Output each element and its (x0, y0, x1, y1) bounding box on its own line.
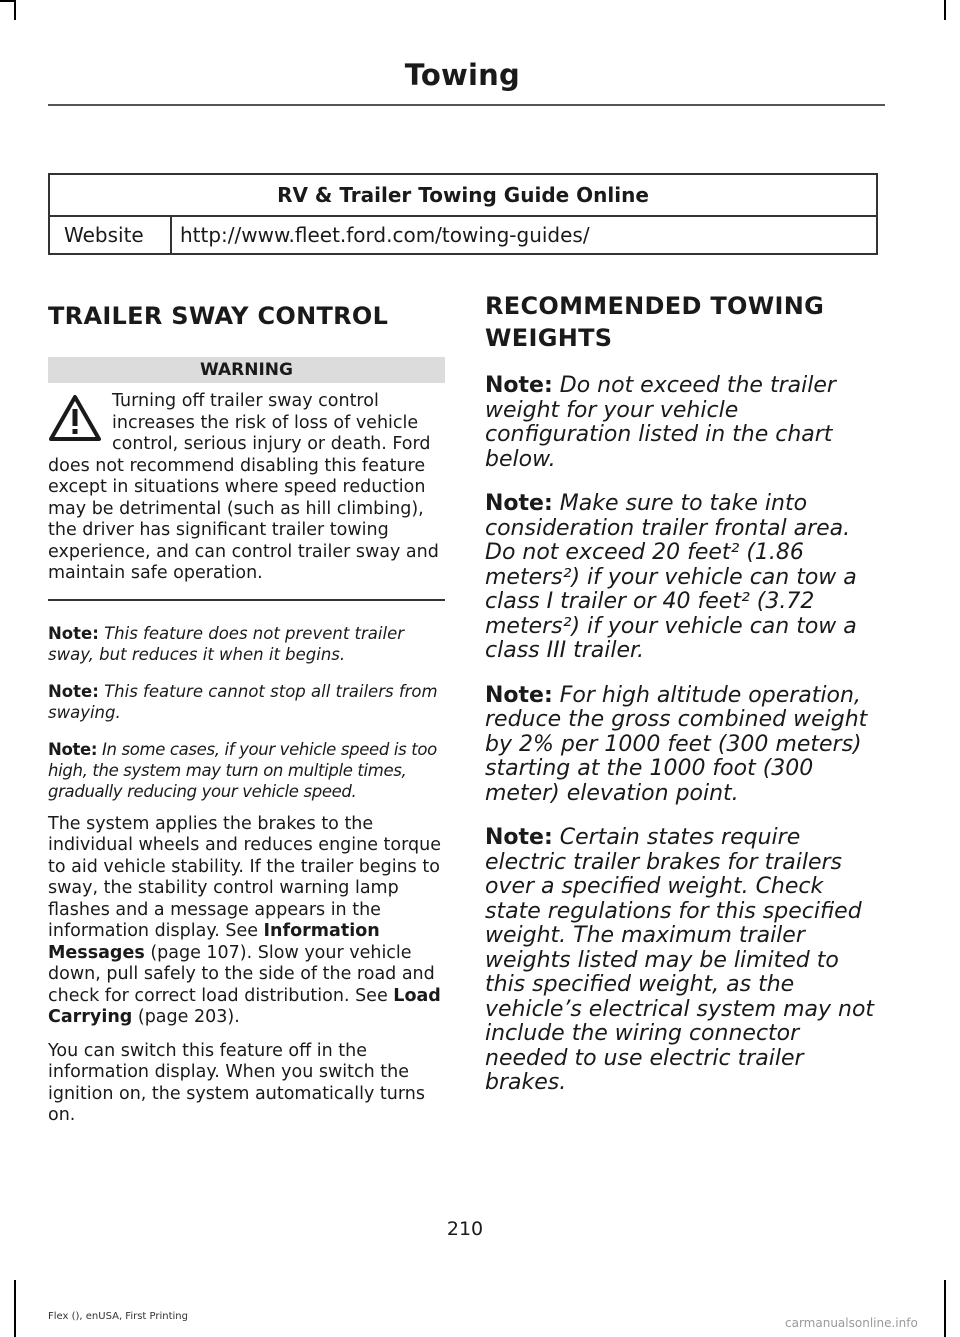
heading-line: RECOMMENDED TOWING (485, 292, 825, 320)
note (485, 374, 880, 472)
note-text: This feature cannot stop all trailers from swaying. (48, 681, 438, 722)
body-paragraph (48, 814, 445, 1029)
note-label: Note: (48, 681, 99, 701)
heading-line: WEIGHTS (485, 324, 613, 352)
warning-divider (48, 599, 445, 601)
header-divider (48, 104, 885, 106)
left-column (48, 300, 445, 1127)
note-text: Certain states require electric trailer brakes for trailers over a specified weight. Check state regulations for this specified weight. The maximum trailer weights listed may be limited to this specified weight, as the vehicle’s electrical system may not include the wiring connector needed to use electric trailer brakes. (485, 825, 875, 1095)
note-text: In some cases, if your vehicle speed is too high, the system may turn on multiple times, gradually reducing your vehicle speed. (48, 739, 437, 801)
body-text: (page 203). (132, 1007, 240, 1027)
warning-text: Turning off trailer sway control increases the risk of loss of vehicle control, serious injury or death. Ford does not recommend disabling this feature except in situations where speed reduction may be detrimental (such as hill climbing), the driver has significant trailer towing experience, and can control trailer sway and maintain safe operation. (48, 391, 439, 583)
warning-box (48, 391, 445, 585)
xref-information-messages[interactable]: Information Messages (48, 921, 380, 963)
note-text: Do not exceed the trailer weight for your vehicle configuration listed in the chart below. (485, 373, 836, 472)
body-paragraph: You can switch this feature off in the information display. When you switch the ignition on, the system automatically turns on. (48, 1040, 425, 1125)
note-label: Note: (48, 623, 99, 643)
page-title: Towing (404, 58, 520, 92)
crop-mark (0, 0, 14, 2)
towing-guide-table (48, 173, 878, 255)
note-text: This feature does not prevent trailer sway, but reduces it when it begins. (48, 623, 405, 664)
crop-mark (944, 1280, 946, 1337)
note-text: Make sure to take into consideration trailer frontal area. Do not exceed 20 feet² (1.86 meters²) if your vehicle can tow a class I trailer or 40 feet² (3.72 meters²) if your vehicle can tow a class III trailer. (485, 491, 857, 663)
note (485, 492, 880, 664)
note-label: Note: (48, 739, 98, 759)
table-cell-label: Website (49, 216, 171, 254)
body-text: The system applies the brakes to the individual wheels and reduces engine torque to aid vehicle stability. If the trailer begins to sway, the stability control warning lamp flashes and a message appears in the information display. See (48, 813, 441, 941)
note (48, 739, 445, 802)
xref-load-carrying[interactable]: Load Carrying (48, 985, 441, 1027)
note (48, 681, 445, 723)
note (485, 684, 880, 807)
crop-mark (14, 0, 16, 20)
warning-label: WARNING (48, 357, 445, 383)
page-number: 210 (446, 1218, 484, 1240)
table-title: RV & Trailer Towing Guide Online (49, 174, 877, 216)
note (485, 826, 880, 1096)
note (48, 623, 445, 665)
edition-info: Flex (), enUSA, First Printing (48, 1311, 188, 1322)
crop-mark (944, 0, 946, 20)
section-heading-trailer-sway: TRAILER SWAY CONTROL (48, 302, 389, 330)
section-heading-towing-weights (485, 290, 880, 354)
table-row (49, 216, 877, 254)
table-cell-url[interactable]: http://www.fleet.ford.com/towing-guides/ (171, 216, 877, 254)
note-label: Note: (485, 373, 553, 398)
note-label: Note: (485, 682, 553, 708)
note-label: Note: (485, 491, 553, 516)
crop-mark (14, 1280, 16, 1337)
body-text: (page 107). Slow your vehicle down, pull safely to the side of the road and check for correct load distribution. See (48, 942, 435, 1006)
note-text: For high altitude operation, reduce the gross combined weight by 2% per 1000 feet (300 meters) starting at the 1000 foot (300 meter) elevation point. (485, 682, 868, 806)
watermark-text: carmanualsonline.info (785, 1316, 918, 1330)
right-column (485, 290, 880, 1096)
warning-triangle-icon (48, 393, 102, 443)
note-label: Note: (485, 825, 553, 850)
